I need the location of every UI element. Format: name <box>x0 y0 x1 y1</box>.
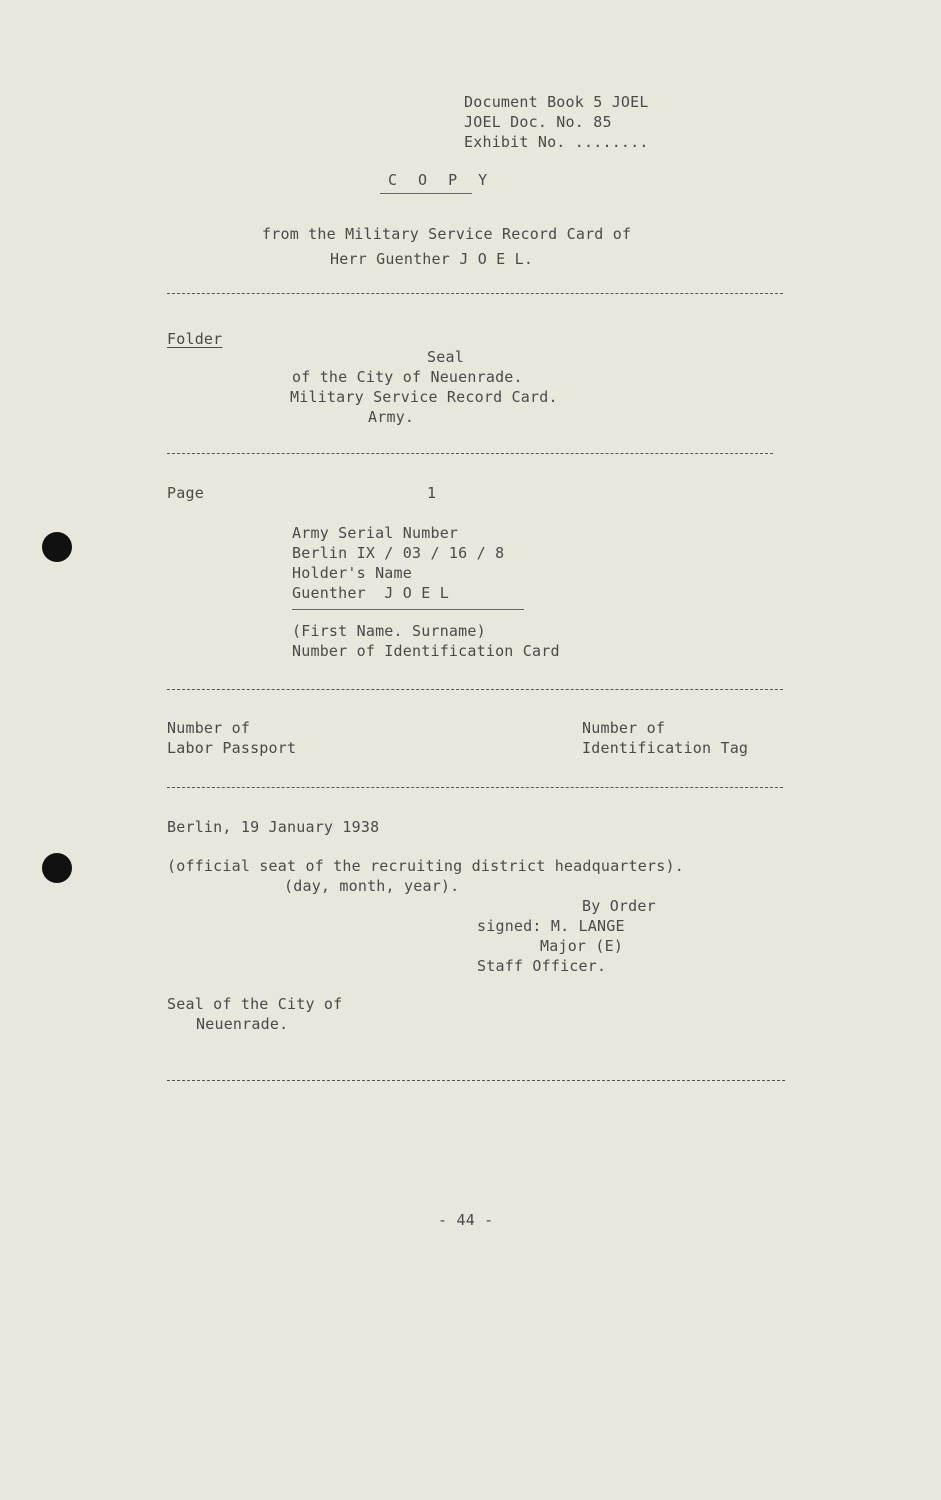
document-book-line: Document Book 5 JOEL <box>464 93 649 111</box>
name-rule <box>292 609 524 610</box>
id-tag-label-2: Identification Tag <box>582 739 749 757</box>
place-date: Berlin, 19 January 1938 <box>167 818 380 836</box>
holder-name-value: Guenther J O E L <box>292 584 449 602</box>
army-serial-value: Berlin IX / 03 / 16 / 8 <box>292 544 505 562</box>
signer-rank: Major (E) <box>540 937 624 955</box>
page-number-value: 1 <box>427 484 437 502</box>
divider-4 <box>167 787 783 788</box>
seal-line-1: Seal of the City of <box>167 995 343 1013</box>
binder-hole-top <box>42 532 72 562</box>
labor-passport-label-2: Labor Passport <box>167 739 297 757</box>
labor-passport-label-1: Number of <box>167 719 251 737</box>
folder-seal: Seal <box>427 348 464 366</box>
signed-by: signed: M. LANGE <box>477 917 625 935</box>
holder-name-label: Holder's Name <box>292 564 412 582</box>
folder-label: Folder <box>167 330 223 348</box>
id-card-label: Number of Identification Card <box>292 642 560 660</box>
by-order: By Order <box>582 897 656 915</box>
official-seat-note: (official seat of the recruiting district headquarters). <box>167 857 684 875</box>
binder-hole-bottom <box>42 853 72 883</box>
id-tag-label-1: Number of <box>582 719 666 737</box>
divider-5 <box>167 1080 785 1081</box>
doc-number-line: JOEL Doc. No. 85 <box>464 113 612 131</box>
divider-3 <box>167 689 783 690</box>
folder-city: of the City of Neuenrade. <box>292 368 523 386</box>
intro-line-1: from the Military Service Record Card of <box>262 225 632 243</box>
signer-position: Staff Officer. <box>477 957 607 975</box>
intro-line-2: Herr Guenther J O E L. <box>330 250 534 268</box>
divider-2 <box>167 453 773 454</box>
copy-title-underline <box>380 193 472 194</box>
exhibit-number-line: Exhibit No. ........ <box>464 133 649 151</box>
copy-title: C O P Y <box>388 171 494 189</box>
divider-1 <box>167 293 783 294</box>
seal-line-2: Neuenrade. <box>196 1015 289 1033</box>
army-serial-label: Army Serial Number <box>292 524 459 542</box>
footer-page-number: - 44 - <box>438 1211 494 1229</box>
name-format-note: (First Name. Surname) <box>292 622 486 640</box>
page-label: Page <box>167 484 204 502</box>
folder-card-title: Military Service Record Card. <box>290 388 558 406</box>
folder-army: Army. <box>368 408 415 426</box>
date-format-note: (day, month, year). <box>284 877 460 895</box>
